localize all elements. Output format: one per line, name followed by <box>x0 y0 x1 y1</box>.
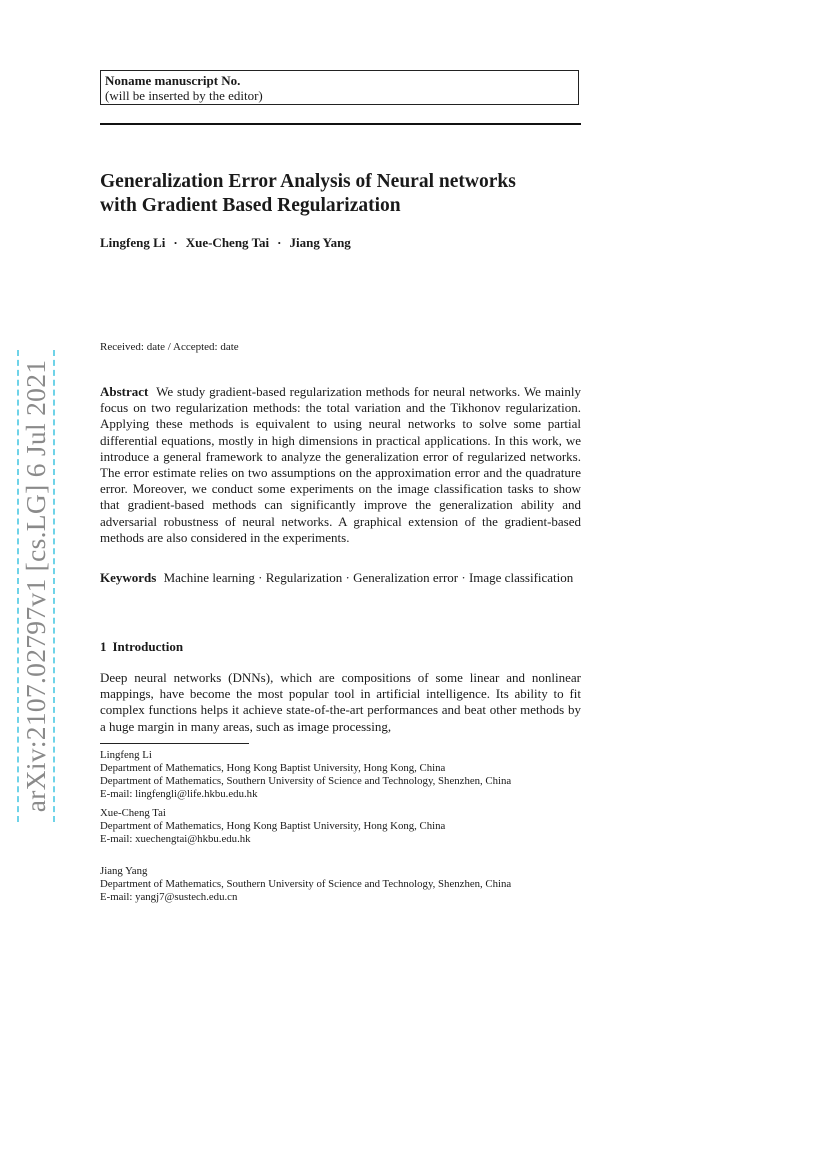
abstract <box>100 384 581 546</box>
affiliation-email: E-mail: lingfengli@life.hkbu.edu.hk <box>100 788 258 800</box>
author-separator: · <box>277 235 282 250</box>
affiliation-line: Department of Mathematics, Southern University of Science and Technology, Shenzhen, China <box>100 878 512 890</box>
affiliation-line: Department of Mathematics, Hong Kong Baptist University, Hong Kong, China <box>100 820 446 832</box>
author-list <box>100 235 351 251</box>
affiliation-line: Department of Mathematics, Southern University of Science and Technology, Shenzhen, China <box>100 775 512 787</box>
footnote-rule <box>100 743 249 744</box>
section-body: Deep neural networks (DNNs), which are compositions of some linear and nonlinear mappings, have become the most popular tool in artificial intelligence. Its ability to fit complex functions helps it achieve state-of-the-art performances and beat other methods by a huge margin in many areas, such as image processing, <box>100 670 581 734</box>
section-number: 1 <box>100 639 107 654</box>
affiliation-author: Jiang Yang <box>100 865 148 877</box>
author-affiliation <box>100 865 600 904</box>
author-affiliation <box>100 807 600 846</box>
affiliation-email: E-mail: xuechengtai@hkbu.edu.hk <box>100 833 251 845</box>
section-title: Introduction <box>112 639 184 654</box>
author-name: Lingfeng Li <box>100 235 166 250</box>
affiliation-author: Xue-Cheng Tai <box>100 807 166 819</box>
abstract-label: Abstract <box>100 384 149 399</box>
keywords-label: Keywords <box>100 570 157 585</box>
keywords <box>100 570 581 586</box>
title-line-1: Generalization Error Analysis of Neural networks <box>100 171 516 192</box>
editor-note-box <box>100 70 579 105</box>
manuscript-number: Noname manuscript No. <box>105 73 241 88</box>
affiliation-email: E-mail: yangj7@sustech.edu.cn <box>100 891 238 903</box>
author-name: Xue-Cheng Tai <box>185 235 270 250</box>
abstract-text: We study gradient-based regularization methods for neural networks. We mainly focus on two regularization methods: the total variation and the Tikhonov regularization. Applying these methods is equivalent to using neural networks to solve some partial differential equations, mostly in high dimensions in practical applications. In this work, we introduce a general framework to analyze the generalization error of regularized networks. The error estimate relies on two assumptions on the approximation error and the quadrature error. Moreover, we conduct some experiments on the image classification tasks to show that gradient-based methods can significantly improve the generalization ability and adversarial robustness of neural networks. A graphical extension of the gradient-based methods are also considered in the experiments. <box>100 384 581 545</box>
author-separator: · <box>173 235 178 250</box>
author-name: Jiang Yang <box>289 235 351 250</box>
paper-title <box>100 170 600 218</box>
author-affiliation <box>100 749 600 801</box>
header-rule <box>100 123 581 125</box>
received-date: Received: date / Accepted: date <box>100 341 239 353</box>
affiliation-author: Lingfeng Li <box>100 749 152 761</box>
title-line-2: with Gradient Based Regularization <box>100 195 401 216</box>
keywords-text: Machine learning · Regularization · Generalization error · Image classification <box>163 570 574 585</box>
affiliation-line: Department of Mathematics, Hong Kong Baptist University, Hong Kong, China <box>100 762 446 774</box>
section-heading <box>100 639 183 655</box>
arxiv-stamp <box>17 350 55 822</box>
arxiv-identifier: arXiv:2107.02797v1 [cs.LG] 6 Jul 2021 <box>20 359 51 813</box>
editor-note: (will be inserted by the editor) <box>105 88 263 103</box>
